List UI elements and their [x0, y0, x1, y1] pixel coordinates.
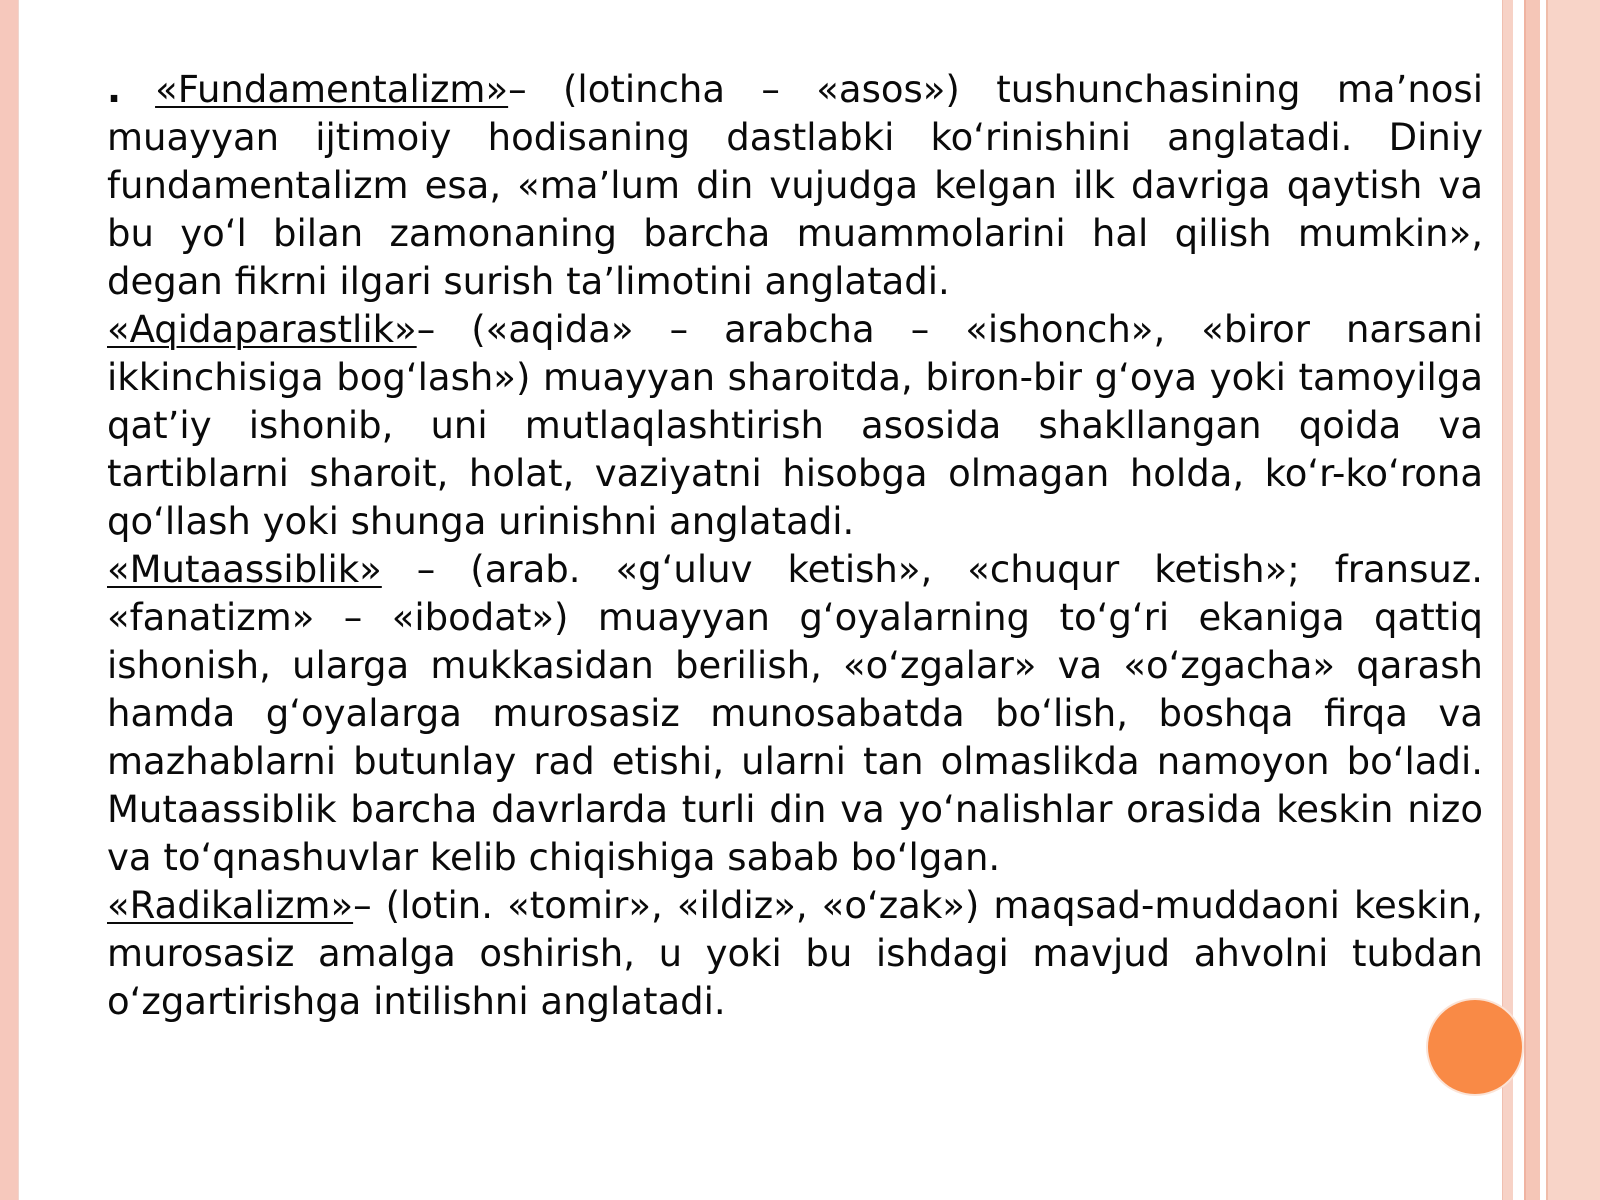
definition-radikalizm: – (lotin. «tomir», «ildiz», «o‘zak») maqsad-muddaoni keskin, murosasiz amalga oshirish, u yoki bu ishdagi mavjud ahvolni tubdan o‘zgartirishga intilishni anglatadi. [107, 884, 1483, 1023]
right-decorative-bar [1546, 0, 1600, 1200]
paragraph-fundamentalizm [107, 66, 1483, 306]
paragraph-mutaassiblik [107, 546, 1483, 882]
term-radikalizm: «Radikalizm» [107, 884, 354, 927]
bullet-marker: . [107, 68, 122, 111]
left-decorative-edge [0, 0, 19, 1200]
orange-circle-decoration [1428, 1000, 1522, 1094]
definition-mutaassiblik: – (arab. «g‘uluv ketish», «chuqur ketish»; fransuz. «fanatizm» – «ibodat») muayyan g‘oyalarning to‘g‘ri ekaniga qattiq ishonish, ularga mukkasidan berilish, «o‘zgalar» va «o‘zgacha» qarash hamda g‘oyalarga murosasiz munosabatda bo‘lish, boshqa firqa va mazhablarni butunlay rad etishi, ularni tan olmaslikda namoyon bo‘ladi. Mutaassiblik barcha davrlarda turli din va yo‘nalishlar orasida keskin nizo va to‘qnashuvlar kelib chiqishiga sabab bo‘lgan. [107, 548, 1483, 879]
paragraph-radikalizm [107, 882, 1483, 1026]
term-aqidaparastlik: «Aqidaparastlik» [107, 308, 417, 351]
paragraph-aqidaparastlik [107, 306, 1483, 546]
right-decorative-bar [1524, 0, 1540, 1200]
definition-fundamentalizm: – (lotincha – «asos») tushunchasining ma’nosi muayyan ijtimoiy hodisaning dastlabki ko‘rinishini anglatadi. Diniy fundamentalizm esa, «ma’lum din vujudga kelgan ilk davriga qaytish va bu yo‘l bilan zamonaning barcha muammolarini hal qilish mumkin», degan fikrni ilgari surish ta’limotini anglatadi. [107, 68, 1483, 303]
definition-aqidaparastlik: – («aqida» – arabcha – «ishonch», «biror narsani ikkinchisiga bog‘lash») muayyan sharoitda, biron-bir g‘oya yoki tamoyilga qat’iy ishonib, uni mutlaqlashtirish asosida shakllangan qoida va tartiblarni sharoit, holat, vaziyatni hisobga olmagan holda, ko‘r-ko‘rona qo‘llash yoki shunga urinishni anglatadi. [107, 308, 1483, 543]
slide-body [107, 66, 1483, 1026]
term-mutaassiblik: «Mutaassiblik» [107, 548, 382, 591]
term-fundamentalizm: «Fundamentalizm» [155, 68, 509, 111]
